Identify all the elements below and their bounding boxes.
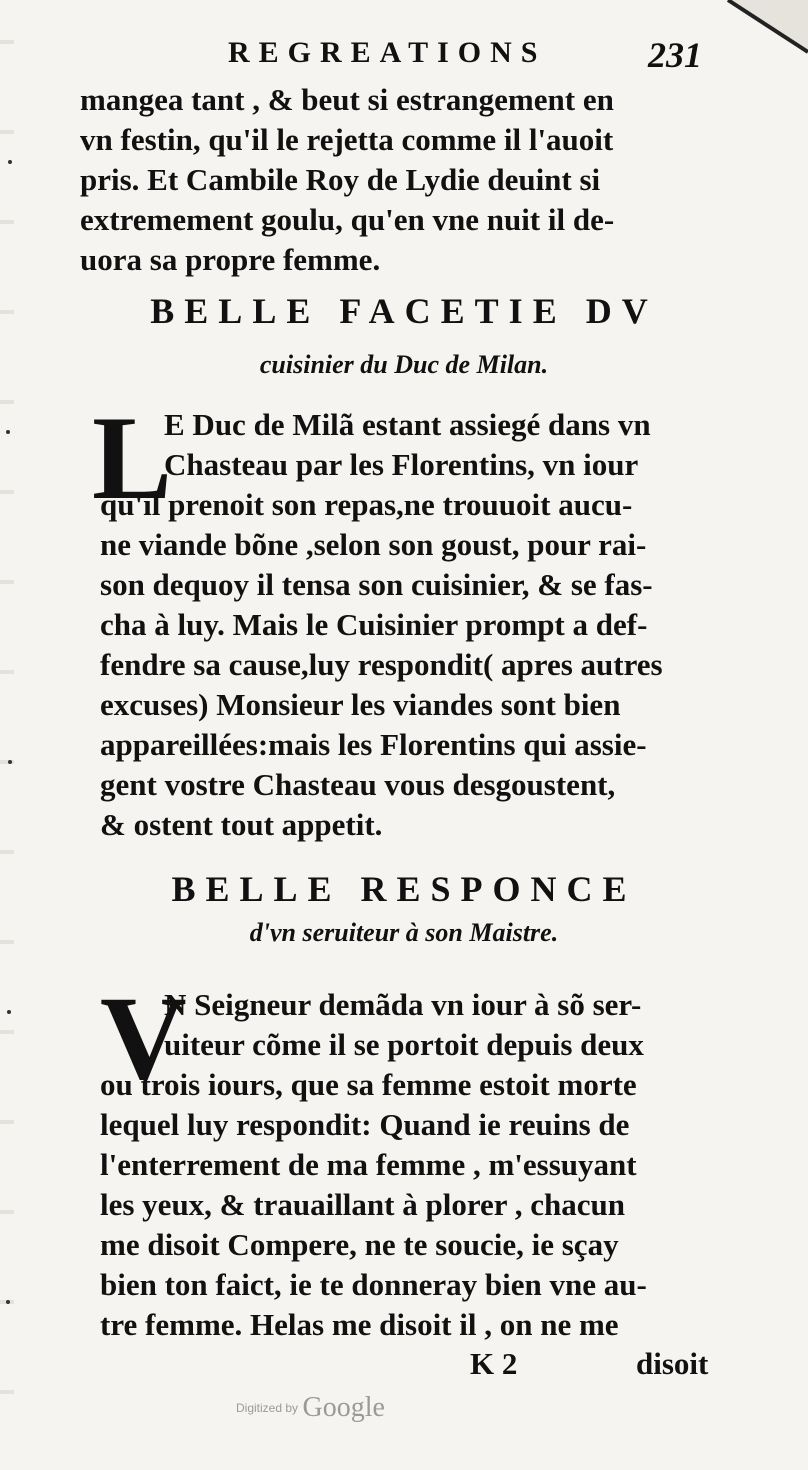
text-line: mangea tant , & beut si estrangement en: [80, 82, 614, 117]
text-line: les yeux, & trauaillant à plorer , chacun: [100, 1187, 625, 1222]
digitized-watermark: [236, 1392, 385, 1432]
speck: [8, 760, 12, 764]
text-line: uora sa propre femme.: [80, 242, 381, 277]
section-paragraph: [100, 985, 730, 1345]
drop-cap: V: [100, 971, 187, 1104]
section-title: BELLE FACETIE DV: [150, 291, 658, 331]
text-line: Chasteau par les Florentins, vn iour: [164, 447, 639, 482]
running-head: REGREATIONS: [228, 36, 547, 69]
google-logo: Google: [302, 1392, 385, 1423]
text-line: appareillées:mais les Florentins qui assie-: [100, 727, 647, 762]
text-line: N Seigneur demãda vn iour à sõ ser-: [164, 987, 642, 1022]
text-line: uiteur cõme il se portoit depuis deux: [164, 1027, 644, 1062]
text-line: lequel luy respondit: Quand ie reuins de: [100, 1107, 630, 1142]
text-line: ne viande bõne ,selon son goust, pour rai-: [100, 527, 647, 562]
page-number: 231: [648, 35, 702, 75]
text-line: E Duc de Milã estant assiegé dans vn: [164, 407, 651, 442]
text-line: l'enterrement de ma femme , m'essuyant: [100, 1147, 637, 1182]
text-line: me disoit Compere, ne te soucie, ie sçay: [100, 1227, 619, 1262]
text-line: fendre sa cause,luy respondit( apres autres: [100, 647, 663, 682]
text-line: gent vostre Chasteau vous desgoustent,: [100, 767, 616, 802]
text-line: ou trois iours, que sa femme estoit morte: [100, 1067, 637, 1102]
text-line: tre femme. Helas me disoit il , on ne me: [100, 1307, 619, 1342]
section-title: BELLE RESPONCE: [171, 869, 637, 909]
section-subtitle: cuisinier du Duc de Milan.: [259, 350, 549, 379]
page-footer: [0, 1346, 808, 1390]
drop-cap: L: [92, 391, 173, 524]
page-header: [228, 34, 728, 78]
text-line: qu'il prenoit son repas,ne trouuoit aucu-: [100, 487, 633, 522]
paragraph-continued: [80, 80, 730, 280]
text-line: son dequoy il tensa son cuisinier, & se fas-: [100, 567, 653, 602]
catchword: disoit: [636, 1346, 709, 1381]
signature-mark: K 2: [470, 1346, 518, 1381]
watermark-prefix: Digitized by: [236, 1401, 299, 1415]
speck: [8, 160, 12, 164]
page-edge-shadow: [0, 0, 14, 1470]
text-line: vn festin, qu'il le rejetta comme il l'auoit: [80, 122, 614, 157]
text-line: excuses) Monsieur les viandes sont bien: [100, 687, 621, 722]
text-line: cha à luy. Mais le Cuisinier prompt a def-: [100, 607, 648, 642]
text-line: & ostent tout appetit.: [100, 807, 383, 842]
section-subtitle: d'vn seruiteur à son Maistre.: [249, 918, 559, 947]
section-paragraph: [100, 405, 730, 845]
text-line: bien ton faict, ie te donneray bien vne au-: [100, 1267, 647, 1302]
text-line: extremement goulu, qu'en vne nuit il de-: [80, 202, 615, 237]
speck: [7, 1010, 11, 1014]
speck: [6, 430, 10, 434]
speck: [6, 1300, 10, 1304]
text-line: pris. Et Cambile Roy de Lydie deuint si: [80, 162, 601, 197]
